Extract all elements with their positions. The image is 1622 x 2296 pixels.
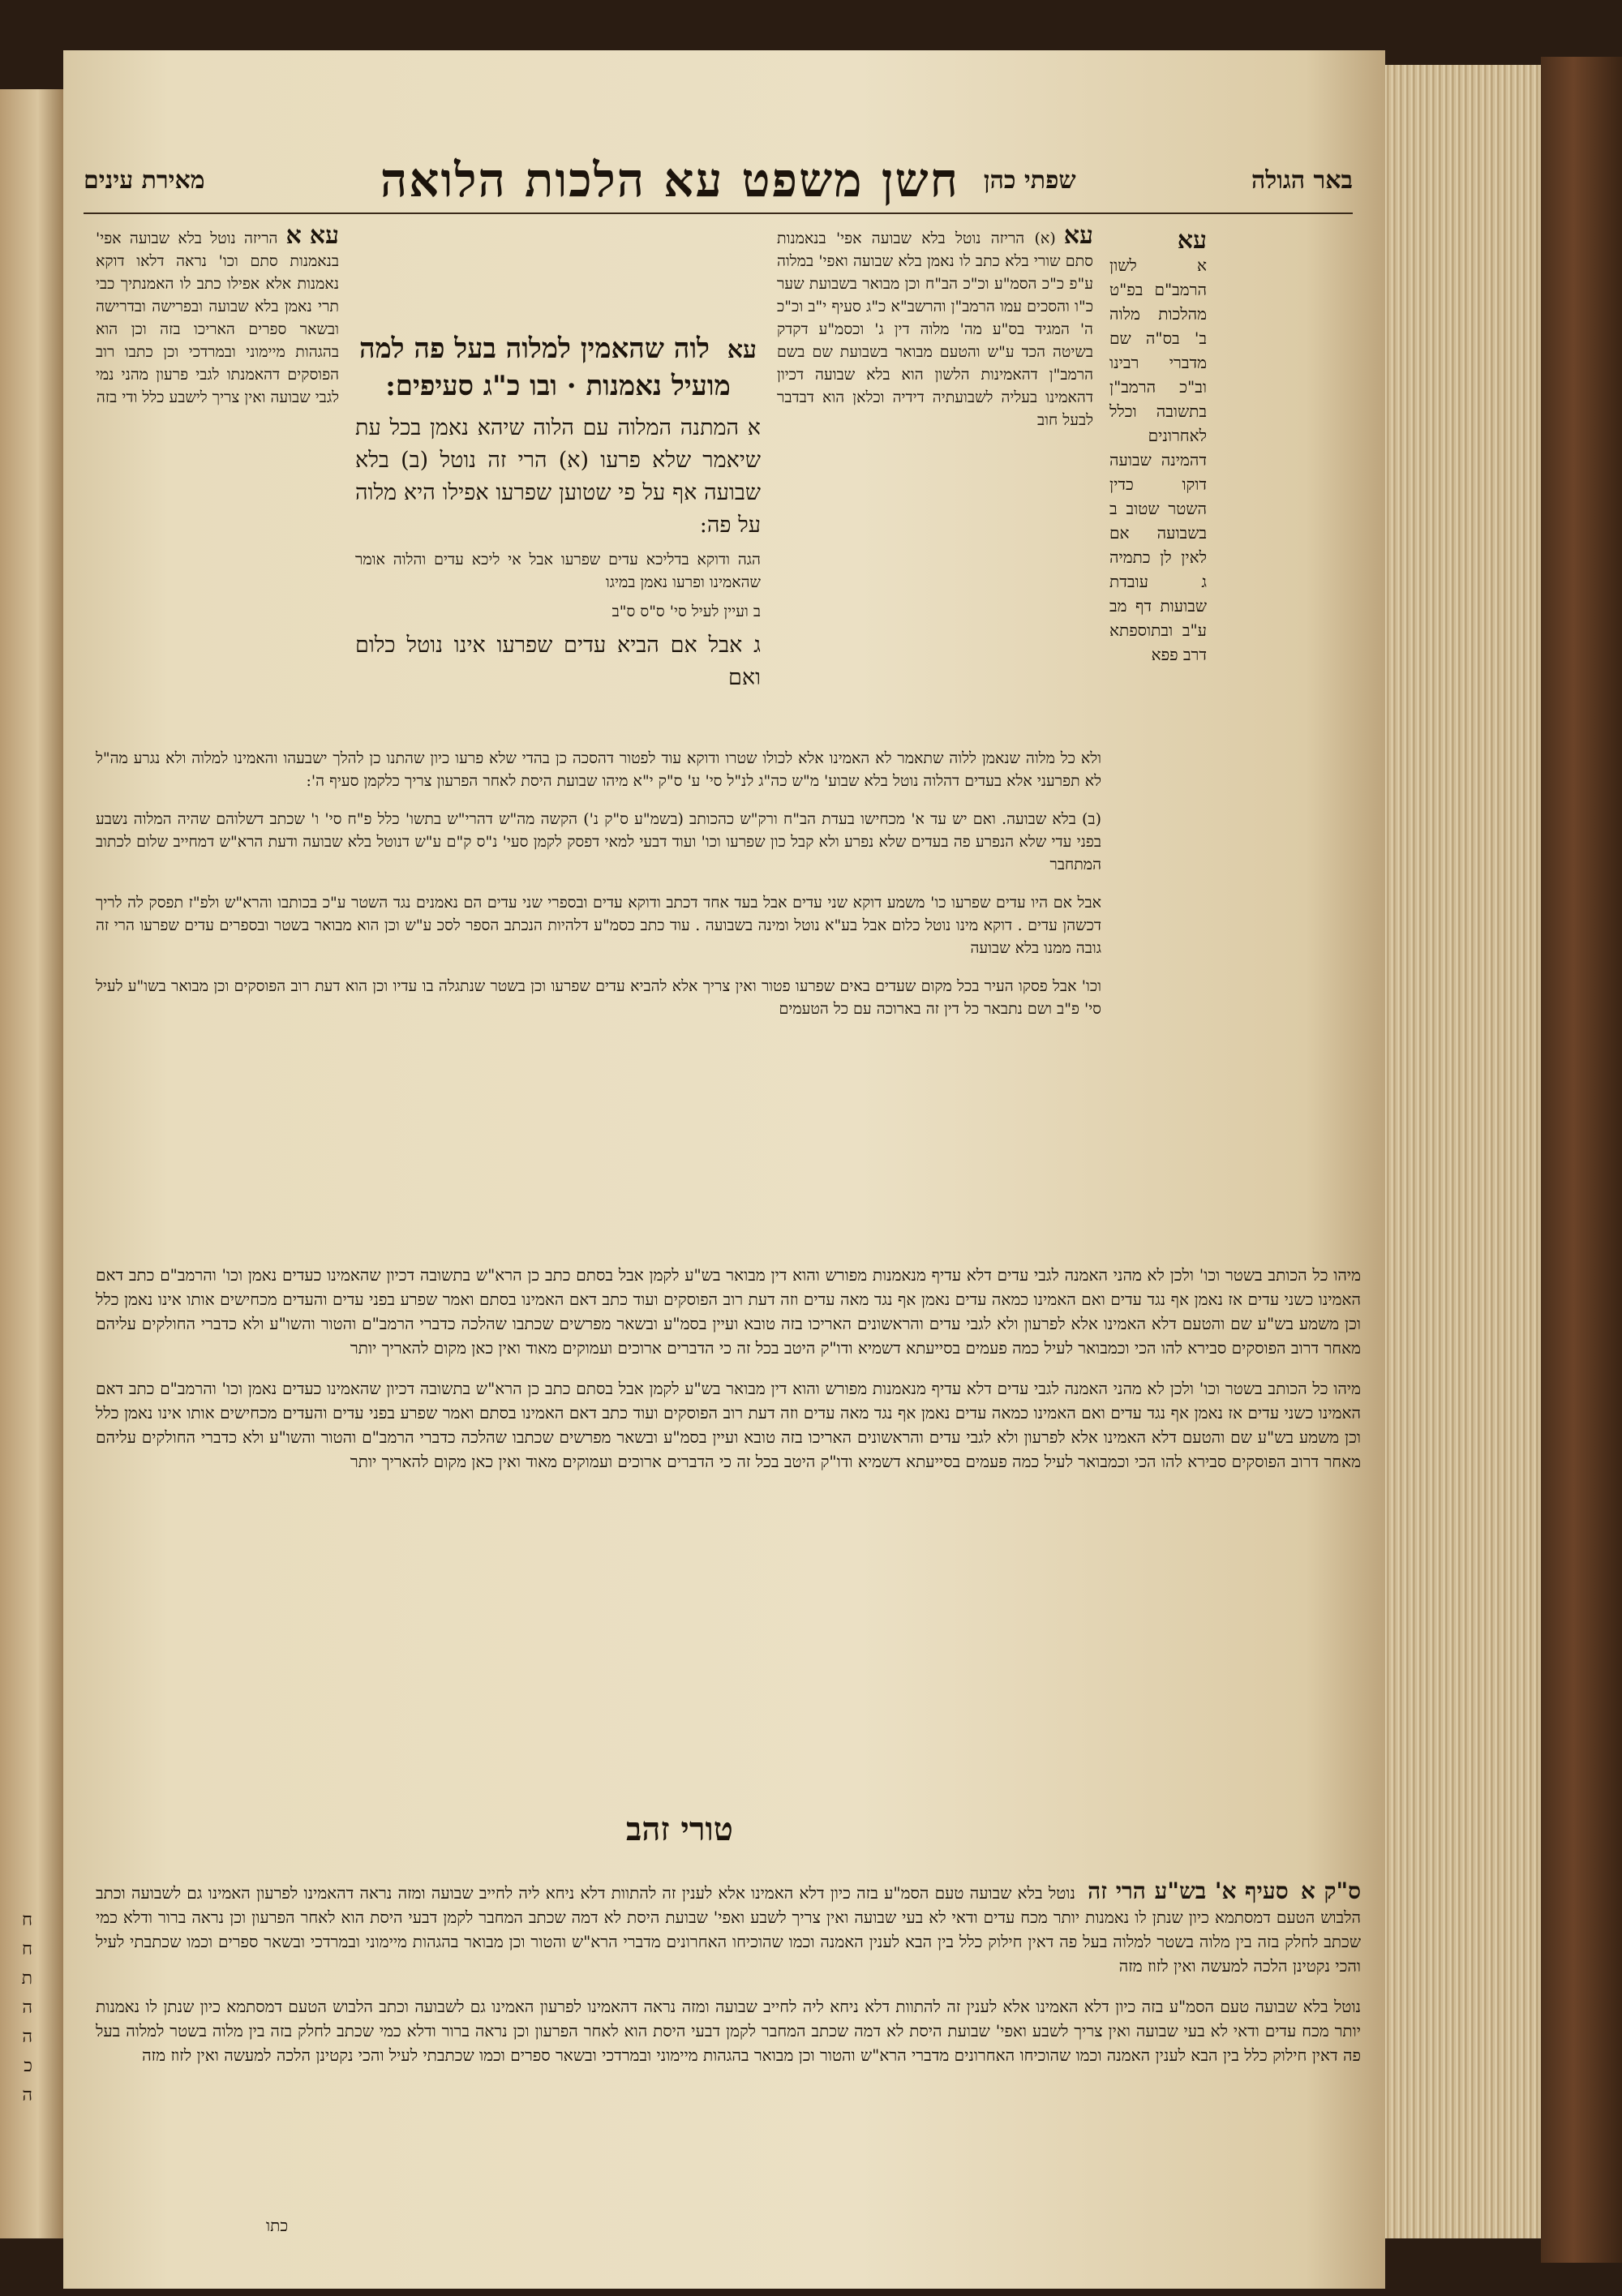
gutter-letter: ח (21, 1910, 32, 1930)
meirat-text: הריזה נוטל בלא שבועה אפי' בנאמנות סתם וכו' נראה דלאו דוקא נאמנות אלא אפילו כתב לו האמנתיך כבי תרי נאמן בלא שבועה ובפרישה ובדרישה ובשאר ספרים האריכו בזה וכן הוא בהגהות מיימוני ובמרדכי וכן כתבו רוב הפוסקים דהאמנתו לגבי פרעון מהני נמי לגבי שבועה ואין צריך לישבע כלל ודי בזה (96, 230, 339, 406)
seif-1-text-b: הרי זה נוטל (440, 448, 547, 473)
catchword: כתו (266, 2216, 289, 2235)
meirat-einayim-column (96, 225, 339, 582)
header-title: חשן משפט עא הלכות הלואה (380, 152, 959, 208)
main-title (355, 331, 761, 404)
shach-marker: עא (1063, 225, 1093, 250)
lower-commentary (96, 1247, 1361, 1798)
seif-2-text: ב ועיין לעיל סי' ס"ס ס"ב (611, 603, 761, 620)
seif-1-ref-b: (ב) (401, 448, 429, 473)
seif-1-text: א המתנה המלוה עם הלוה שיהא נאמן בכל עת שיאמר שלא פרעו (355, 415, 761, 473)
book-cover (1541, 57, 1622, 2263)
shach-p4: אבל אם היו עדים שפרעו כו' משמע דוקא שני עדים אבל בעד אחד דכתב ודוקא עדים ובספרי שני עדים הם נאמנים נגד השטר ע"כ בכותבו והרא"ש ולפ"ז תפסק לה לריך דכשהן עדים . דוקא מינו נוטל כלום אבל בע"א נוטל ומינה בשבועה . עוד כתב כסמ"ע דלהיות הנכתב הספר לסכ ע"ש וכן הוא מבואר בשטר ובספרים עדים שפרעו הרי זה גובה ממנו בלא שבועה (96, 894, 1101, 957)
seif-1-ref-a: (א) (558, 448, 590, 473)
shach-continued (96, 732, 1101, 1234)
lower-commentary-text: מיהו כל הכותב בשטר וכו' ולכן לא מהני האמנה לגבי עדים דלא עדיף מנאמנות מפורש והוא דין מבואר בש"ע לקמן אבל בסתם כתב כן הרא"ש בתשובה דכיון שהאמינו כעדים נאמן וכו' והרמב"ם כתב דאם האמינו כשני עדים אז נאמן אף נגד עדים ואם האמינו כמאה עדים נאמן אף נגד מאה עדים וזה דעת רוב הפוסקים ועוד כתב דאם האמינו בסתם ואמר שפרע בפני עדים והעדים מכחישים אותו אינו נאמן כלל וכן משמע בש"ע שם והטעם דלא האמינו אלא לפרעון ולא לגבי עדים והראשונים האריכו בזה טובא ועיין בסמ"ע ובשאר מפרשים שכתבו שהלכה כדברי הרמב"ם והטור והשו"ע ולא כדברי החולקים עליהם מאחר דרוב הפוסקים סבירא להו הכי וכמבואר לעיל כמה פעמים בסייעתא דשמיא ודו"ק היטב בכל זה כי הדברים ארוכים ועמוקים מאוד ואין כאן מקום להאריך יותר (96, 1265, 1361, 1358)
book-page (63, 50, 1385, 2289)
gutter-letter: ה (22, 2027, 32, 2047)
meirat-marker: עא (309, 225, 339, 250)
gutter-letters (8, 1906, 32, 2110)
gutter-letter: ת (21, 1968, 32, 1989)
running-header (84, 148, 1353, 214)
main-marker: עא (727, 336, 757, 364)
beer-hagolah-marker: עא (1177, 226, 1207, 255)
seif-1-text-c: בלא שבועה אף על פי שטוען שפרעו אפילו היא מלוה על פה: (355, 448, 761, 538)
header-meirat-einayim: מאירת עינים (84, 165, 205, 195)
main-title-text: לוה שהאמין למלוה בעל פה למה מועיל נאמנות · ובו כ"ג סעיפים: (358, 333, 731, 402)
lower-commentary-repeat: מיהו כל הכותב בשטר וכו' ולכן לא מהני האמנה לגבי עדים דלא עדיף מנאמנות מפורש והוא דין מבואר בש"ע לקמן אבל בסתם כתב כן הרא"ש בתשובה דכיון שהאמינו כעדים נאמן וכו' והרמב"ם כתב דאם האמינו כשני עדים אז נאמן אף נגד עדים ואם האמינו כמאה עדים נאמן אף נגד מאה עדים וזה דעת רוב הפוסקים ועוד כתב דאם האמינו בסתם ואמר שפרע בפני עדים והעדים מכחישים אותו אינו נאמן כלל וכן משמע בש"ע שם והטעם דלא האמינו אלא לפרעון ולא לגבי עדים והראשונים האריכו בזה טובא ועיין בסמ"ע ובשאר מפרשים שכתבו שהלכה כדברי הרמב"ם והטור והשו"ע ולא כדברי החולקים עליהם מאחר דרוב הפוסקים סבירא להו הכי וכמבואר לעיל כמה פעמים בסייעתא דשמיא ודו"ק היטב בכל זה כי הדברים ארוכים ועמוקים מאוד ואין כאן מקום להאריך יותר (96, 1379, 1361, 1471)
turei-heading: סעיף א' בש"ע הרי זה (1088, 1878, 1289, 1904)
gutter-letter: כ (24, 2056, 32, 2076)
turei-zahav-body (96, 1863, 1361, 2212)
gutter-letter: ח (21, 1939, 32, 1959)
beer-hagolah-column (1109, 226, 1207, 667)
gutter-letter: ה (22, 2085, 32, 2105)
header-shach: שפתי כהן (983, 165, 1076, 195)
hagah-gloss: הגה ודוקא בדליכא עדים שפרעו אבל אי ליכא עדים והלוה אומר שהאמינו ופרעו נאמן במיגו (355, 551, 761, 591)
turei-text-repeat: נוטל בלא שבועה טעם הסמ"ע בזה כיון דלא האמינו אלא לענין זה להתוות דלא ניחא ליה לחייב שבועה ומזה נראה דהאמינו לפרעון האמינו גם לשבועה וכתב הלבוש הטעם דמסתמא כיון שנתן לו נאמנות יותר מכח עדים ודאי לא בעי שבועה ואין צריך לשבע ואפי' שבועת היסת לא דמה שכתב המחבר לקמן דבעי היסת הוא לאחר הפרעון וכן נראה ברור ודלא כמי שכתב לחלק בזה בין מלוה בשטר למלוה בעל פה דאין חילוק כלל בין הבא לענין האמנה וכמו שהוכיחו האחרונים מדברי הרא"ש והטור וכן מבואר בהגהות מיימוני ובמרדכי ובשאר ספרים וכמו שכתבתי לעיל והכי נקטינן הלכה למעשה ואין לזוז מזה (96, 1997, 1361, 2065)
turei-text: נוטל בלא שבועה טעם הסמ"ע בזה כיון דלא האמינו אלא לענין זה להתוות דלא ניחא ליה לחייב שבועה ומזה נראה דהאמינו לפרעון האמינו גם לשבועה וכתב הלבוש הטעם דמסתמא כיון שנתן לו נאמנות יותר מכח עדים ודאי לא בעי שבועה ואין צריך לשבע ואפי' שבועת היסת לא דמה שכתב המחבר לקמן דבעי היסת הוא לאחר הפרעון וכן נראה ברור ודלא כמי שכתב לחלק בזה בין מלוה בשטר למלוה בעל פה דאין חילוק כלל בין הבא לענין האמנה וכמו שהוכיחו האחרונים מדברי הרא"ש והטור וכן מבואר בהגהות מיימוני ובמרדכי ובשאר ספרים וכמו שכתבתי לעיל והכי נקטינן הלכה למעשה ואין לזוז מזה (96, 1883, 1361, 1976)
meirat-sub: א (285, 225, 302, 250)
turei-marker: ס"ק א (1300, 1878, 1361, 1904)
shach-p5: וכו' אבל פסקו העיר בכל מקום שעדים באים שפרעו פטור ואין צריך אלא להביא עדים שפרעו וכן בשטר שנתגלה בו עדיו וכן הוא דעת רוב הפוסקים וכן מבואר בשו"ע לעיל סי' פ"ב ושם נתבאר כל דין זה בארוכה עם כל הטעמים (96, 977, 1101, 1018)
gutter-letter: ה (22, 1998, 32, 2018)
beer-hagolah-text: א לשון הרמב"ם בפ"ט מהלכות מלוה ב' בס"ה שם מדברי רבינו וב"כ הרמב"ן בתשובה וכלל לאחרונים דהמינה שבועה דוקו כדין השטר שטוב ב בשבועה אם לאין לן כתמיה ג עובדת שבועות דף מב ע"ב ובתוספתא דרב פפא (1109, 255, 1207, 664)
main-text-column (355, 318, 761, 723)
seif-3-text: ג אבל אם הביא עדים שפרעו אינו נוטל כלום ואם (355, 633, 761, 690)
shach-intro: (א) הריזה נוטל בלא שבועה אפי' בנאמנות סתם שורי בלא כתב לו נאמן בלא שבועה ואפי' במלוה ע"פ כ"כ הסמ"ע וכ"כ הב"ח וכן מבואר בשבועת שער כ"ו והסכים עמו הרמב"ן והרשב"א כ"ג סעיף י"ב וכ"כ ה' המגיד בס"ע מה' מלוה דין ג' וכסמ"ע דקדק בשיטה הכד ע"ש והטעם מבואר בשבועת שם בשם הרמב"ן דהאמינות הלשון הוא בלא שבועה דכיון דהאמינו בעליה לשבועתיה דידיה וכלאן הוא דבדבר לבעל חוב (777, 230, 1093, 429)
turei-zahav-title: טורי זהב (626, 1810, 733, 1848)
shach-p2: ולא כל מלוה שנאמן ללוה שתאמר לא האמינו אלא לכולו שטרו ודוקא עוד לפטור דהסכה כן בהדי שלא פרעו כיון שהתנו כן להלך ישבעהו והאמינו למלוה ולא נגרע מה"ל לא תפרעני אלא בעדים דהלוה נוטל בלא שבוע' מ"ש כה"ג לנ"ל סי' ע' ס"ק י"א מיהו שבועת היסת לאחר הפרעון צריך כלקמן סעיף ה': (96, 749, 1101, 790)
shach-p3: (ב) בלא שבועה. ואם יש עד א' מכחישו בעדת הב"ח ורק"ש כהכותב (בשמ"ע ס"ק נ') הקשה מה"ש דהרי"ש בתשו' כלל פ"ח סי' ו' שכתב דשלוהם שהיה המלוה נשבע בפני עדי שלא הנפרע פה בעדים שלא נפרע ולא קבל כון שפרעו וכו' ועוד דבעי למאי דפסק לקמן סעי' נ"ס ק"ם ע"ש דנוטל בלא שבועה ודעת הרא"ש דמחייב שלום לכתוב המתחבר (96, 810, 1101, 873)
header-beer-hagolah: באר הגולה (1251, 165, 1353, 195)
